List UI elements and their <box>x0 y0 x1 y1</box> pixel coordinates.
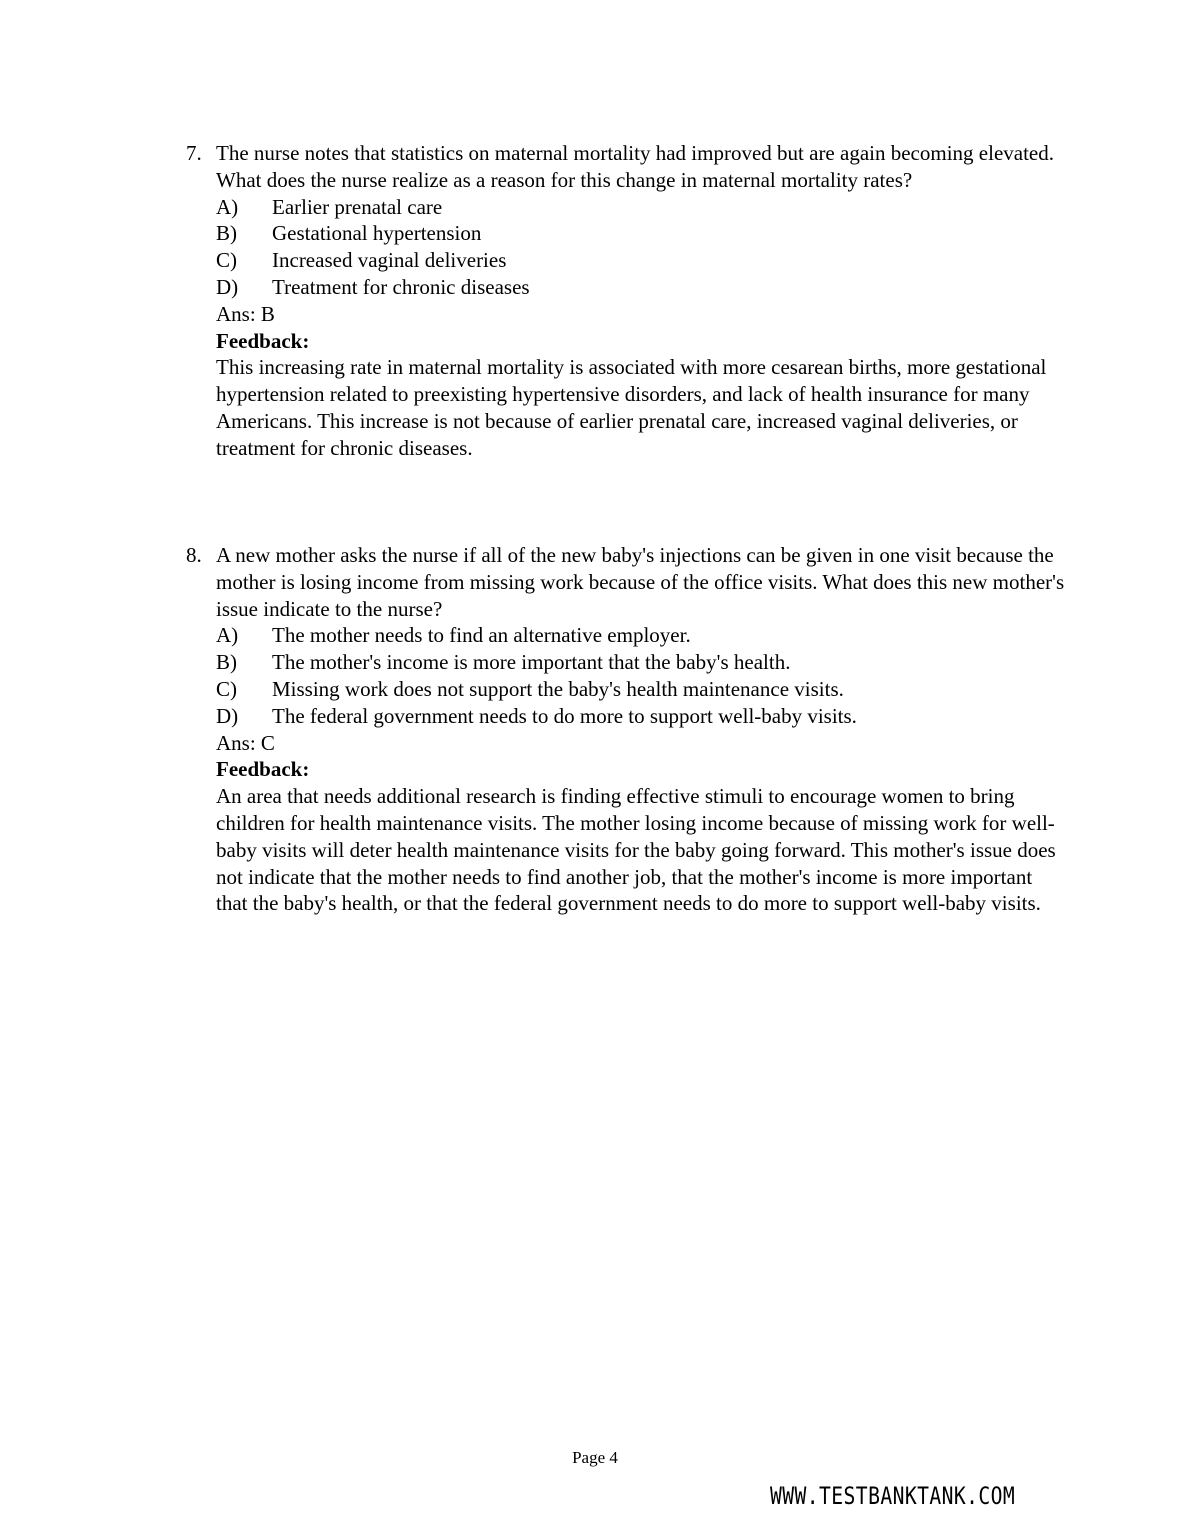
question-8 <box>186 542 1066 917</box>
feedback-text: An area that needs additional research is finding effective stimuli to encourage women to bring children for health maintenance visits. The mother losing income because of missing work for well-baby visits will deter health maintenance visits for the baby going forward. This mother's issue does not indicate that the mother needs to find another job, that the mother's income is more important that the baby's health, or that the federal government needs to do more to support well-baby visits. <box>216 784 1056 916</box>
option-d <box>216 703 1066 730</box>
option-letter: D) <box>216 703 239 728</box>
feedback-label: Feedback: <box>216 328 310 353</box>
feedback-label: Feedback: <box>216 757 310 782</box>
question-number: 7. <box>186 141 202 165</box>
question-body <box>216 140 1066 462</box>
question-body <box>216 542 1066 917</box>
option-text: The federal government needs to do more to support well-baby visits. <box>272 703 857 728</box>
option-letter: C) <box>216 676 237 701</box>
option-text: The mother needs to find an alternative employer. <box>272 623 691 648</box>
option-text: Gestational hypertension <box>272 221 482 246</box>
option-text: Missing work does not support the baby's health maintenance visits. <box>272 676 844 701</box>
option-c <box>216 676 1066 703</box>
option-letter: A) <box>216 194 239 219</box>
option-b <box>216 220 1066 247</box>
answer: Ans: B <box>216 301 275 326</box>
option-text: The mother's income is more important that the baby's health. <box>272 650 791 675</box>
option-letter: A) <box>216 623 239 648</box>
option-text: Earlier prenatal care <box>272 194 443 219</box>
option-letter: D) <box>216 274 239 299</box>
watermark: WWW.TESTBANKTANK.COM <box>770 1482 1016 1510</box>
page-number: Page 4 <box>572 1448 618 1467</box>
option-text: Increased vaginal deliveries <box>272 248 507 273</box>
question-number: 8. <box>186 543 202 567</box>
question-7 <box>186 140 1066 462</box>
answer: Ans: C <box>216 730 275 755</box>
feedback-text: This increasing rate in maternal mortality is associated with more cesarean births, more gestational hypertension related to preexisting hypertensive disorders, and lack of health insurance for many Americans. This increase is not because of earlier prenatal care, increased vaginal deliveries, or treatment for chronic diseases. <box>216 355 1047 460</box>
option-d <box>216 274 1066 301</box>
option-letter: B) <box>216 221 237 246</box>
option-c <box>216 247 1066 274</box>
question-stem: The nurse notes that statistics on maternal mortality had improved but are again becoming elevated. What does the nurse realize as a reason for this change in maternal mortality rates? <box>216 141 1054 192</box>
option-letter: B) <box>216 650 237 675</box>
option-text: Treatment for chronic diseases <box>272 274 530 299</box>
option-a <box>216 622 1066 649</box>
option-a <box>216 194 1066 221</box>
question-stem: A new mother asks the nurse if all of the new baby's injections can be given in one visit because the mother is losing income from missing work because of the office visits. What does this new mother's issue indicate to the nurse? <box>216 543 1065 621</box>
option-letter: C) <box>216 248 237 273</box>
option-b <box>216 649 1066 676</box>
